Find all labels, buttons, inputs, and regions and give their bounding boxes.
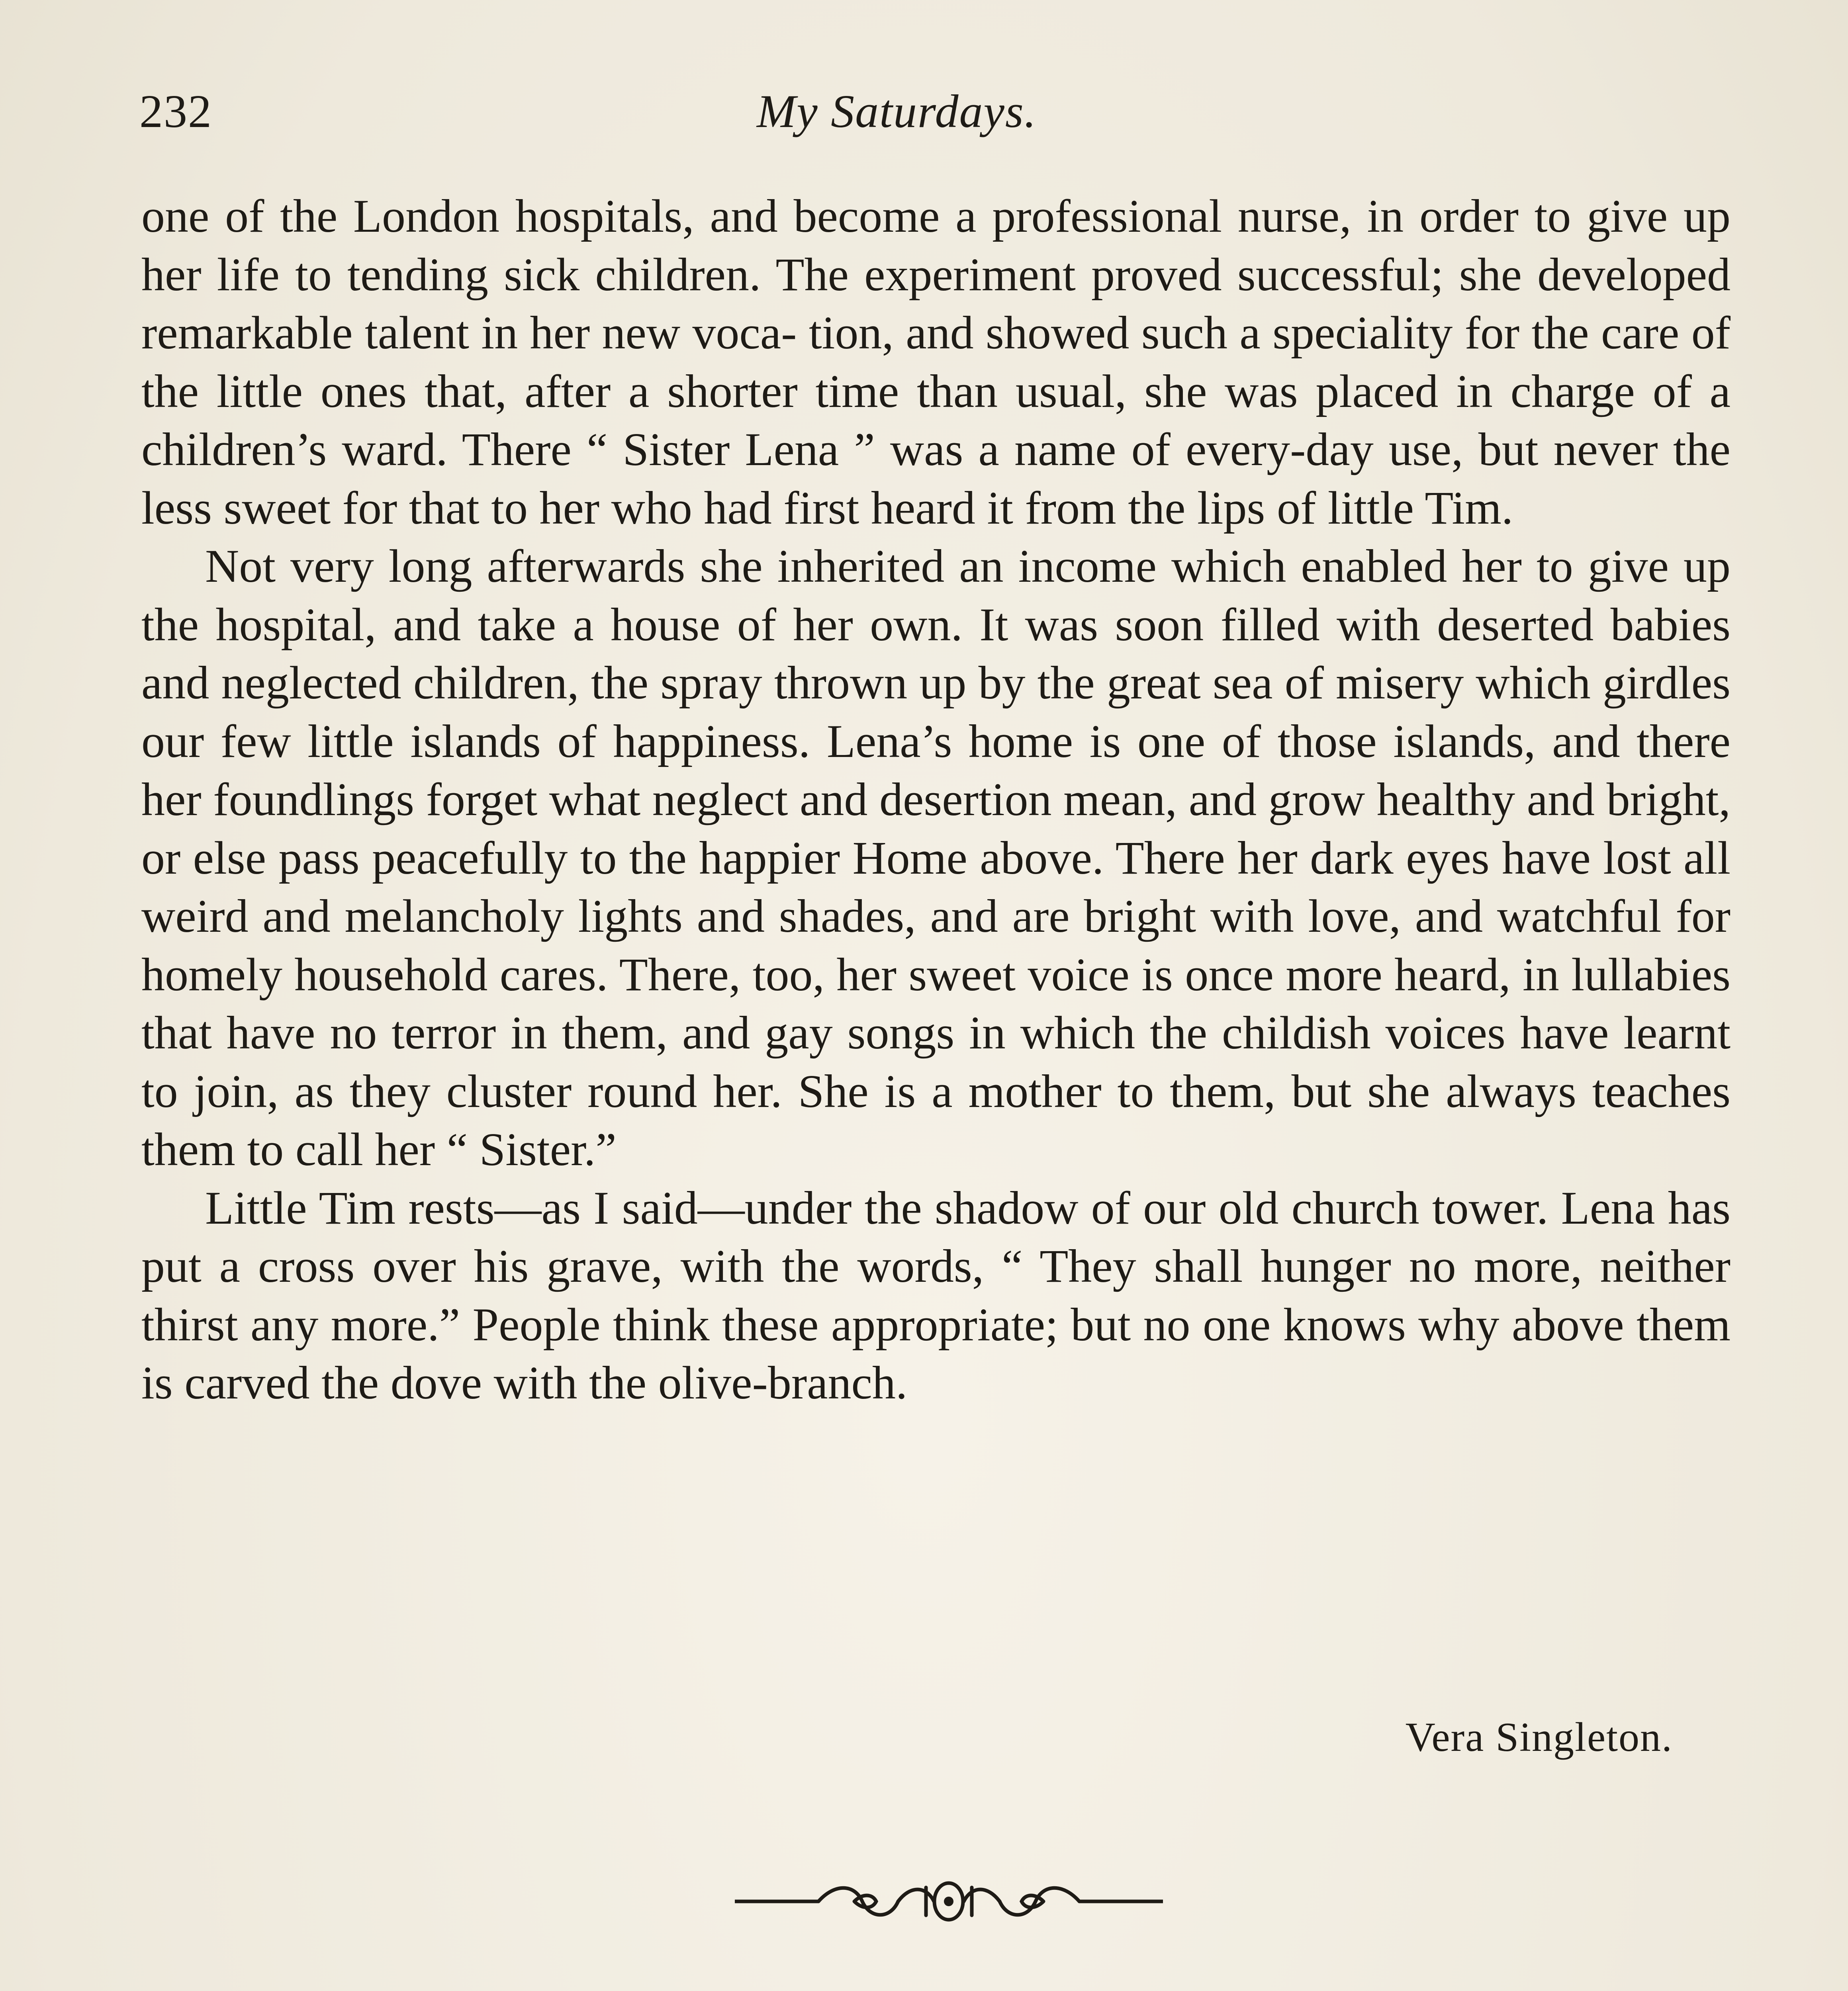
text-line: from the lips of little Tim. [1025,481,1513,534]
paragraph [141,1179,1731,1412]
text-line: dove with the olive-branch. [390,1357,908,1409]
text-line: lights and shades, and are bright with love, and watchful for homely [141,890,1731,1001]
running-title: My Saturdays. [757,85,1037,137]
text-line: children’s ward. There “ Sister Lena ” was a name of every-day [141,423,1374,475]
text-line: her to give up the hospital, and take a house of her own. It was [141,540,1731,651]
text-line: use, but never the less sweet for that to her who had first heard it [141,423,1731,534]
story-text [141,187,1731,1412]
page-number: 232 [139,85,212,137]
text-line: a mother to them, but she always teaches them to call her “ Sister.” [141,1065,1731,1175]
text-line: Not very long afterwards she inherited an income which enabled [205,540,1447,592]
text-line: thrown up by the great sea of misery which girdles our few little [141,657,1731,767]
page-header [139,80,1729,143]
text-line: household cares. There, too, her sweet voice is once more heard, in [294,948,1559,1001]
scroll-ornament-icon [735,1872,1163,1931]
text-line: these appropriate; but no one knows why above them is carved the [141,1298,1731,1409]
text-line: healthy and bright, or else pass peacefully to the happier Home [141,773,1731,884]
text-line: proved successful; she developed remarkable talent in her new voca- [141,248,1731,359]
text-line: tower. Lena has put a cross over his grave, with the words, “ They [141,1181,1731,1292]
text-line: childish voices have learnt to join, as they cluster round her. She is [141,1007,1731,1117]
author-signature: Vera Singleton. [1405,1714,1673,1760]
text-line: islands of happiness. Lena’s home is one of those islands, and there [410,715,1731,767]
text-line: tion, and showed such a speciality for the care of the little ones [141,307,1731,417]
text-line: lullabies that have no terror in them, and gay songs in which the [141,948,1731,1059]
text-line: order to give up her life to tending sick children. The experiment [141,190,1731,301]
text-line: Little Tim rests—as I said—under the shadow of our old church [205,1181,1419,1234]
text-line: shall hunger no more, neither thirst any more.” People think [141,1240,1731,1351]
text-line: that, after a shorter time than usual, she was placed in charge of a [424,365,1731,417]
text-line: one of the London hospitals, and become a professional nurse, in [141,190,1404,242]
text-line: above. There her dark eyes have lost all weird and melancholy [141,831,1731,942]
text-line: her foundlings forget what neglect and desertion mean, and grow [141,773,1365,825]
text-line: soon filled with deserted babies and neglected children, the spray [141,598,1731,709]
paragraph [141,187,1731,537]
paragraph [141,537,1731,1179]
